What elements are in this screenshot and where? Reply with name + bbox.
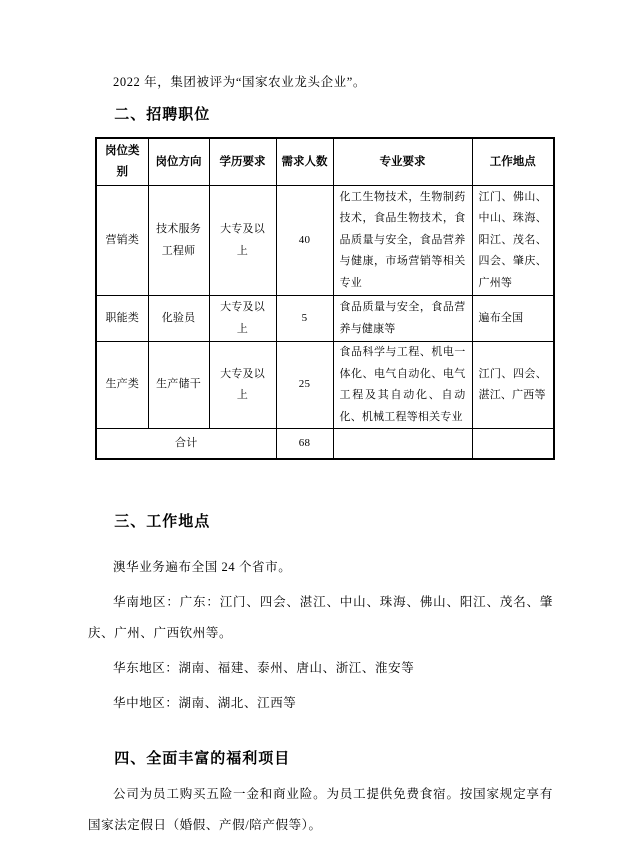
table-row [96, 186, 554, 296]
cell-category: 生产类 [96, 342, 148, 429]
header-headcount: 需求人数 [276, 138, 333, 186]
cell-location: 江门、佛山、中山、珠海、阳江、茂名、四会、肇庆、广州等 [472, 186, 554, 296]
header-location: 工作地点 [472, 138, 554, 186]
cell-headcount: 25 [276, 342, 333, 429]
cell-direction: 生产储干 [148, 342, 209, 429]
cell-location: 江门、四会、湛江、广西等 [472, 342, 554, 429]
cell-major: 食品科学与工程、机电一体化、电气自动化、电气工程及其自动化、自动化、机械工程等相关专业 [333, 342, 472, 429]
cell-education: 大专及以上 [209, 296, 276, 342]
region-paragraph-central: 华中地区：湖南、湖北、江西等 [113, 695, 297, 710]
section-title-locations: 三、工作地点 [114, 512, 211, 530]
intro-paragraph: 2022 年，集团被评为“国家农业龙头企业”。 [113, 75, 367, 89]
locations-intro-paragraph: 澳华业务遍布全国 24 个省市。 [113, 559, 292, 574]
table-header-row [96, 138, 554, 186]
cell-education: 大专及以上 [209, 342, 276, 429]
section-title-recruitment: 二、招聘职位 [114, 106, 211, 123]
benefits-paragraph: 公司为员工购买五险一金和商业险。为员工提供免费食宿。按国家规定享有国家法定假日（婚假、产假/陪产假等）。 [88, 786, 553, 832]
cell-headcount: 5 [276, 296, 333, 342]
region-paragraph-east: 华东地区：湖南、福建、泰州、唐山、浙江、淮安等 [113, 660, 415, 675]
header-category: 岗位类别 [96, 138, 148, 186]
header-education: 学历要求 [209, 138, 276, 186]
cell-major: 食品质量与安全，食品营养与健康等 [333, 296, 472, 342]
empty-cell [472, 429, 554, 459]
cell-direction: 技术服务工程师 [148, 186, 209, 296]
region-paragraph-south: 华南地区：广东：江门、四会、湛江、中山、珠海、佛山、阳江、茂名、肇庆、广州、广西钦州等。 [88, 594, 553, 640]
header-major: 专业要求 [333, 138, 472, 186]
cell-education: 大专及以上 [209, 186, 276, 296]
table-row [96, 296, 554, 342]
empty-cell [333, 429, 472, 459]
header-direction: 岗位方向 [148, 138, 209, 186]
total-label-cell: 合计 [96, 429, 276, 459]
section-title-benefits: 四、全面丰富的福利项目 [114, 749, 291, 767]
cell-location: 遍布全国 [472, 296, 554, 342]
table-total-row [96, 429, 554, 459]
jobs-table [95, 137, 555, 460]
table-row [96, 342, 554, 429]
cell-direction: 化验员 [148, 296, 209, 342]
cell-headcount: 40 [276, 186, 333, 296]
cell-major: 化工生物技术，生物制药技术，食品生物技术，食品质量与安全，食品营养与健康，市场营销等相关专业 [333, 186, 472, 296]
cell-category: 营销类 [96, 186, 148, 296]
cell-category: 职能类 [96, 296, 148, 342]
total-value-cell: 68 [276, 429, 333, 459]
